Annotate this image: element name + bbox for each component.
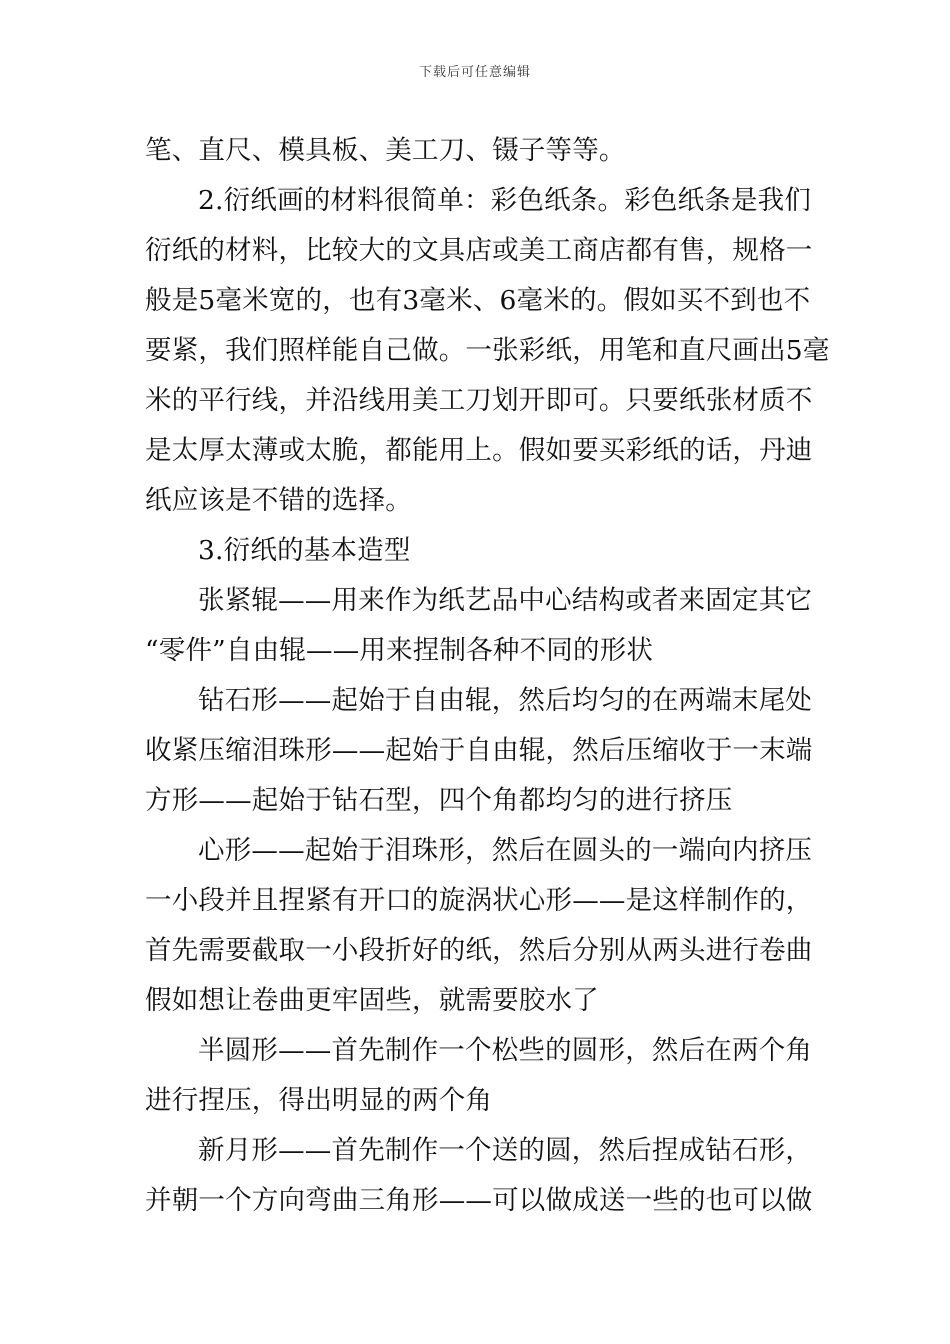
text-line: 是太厚太薄或太脆，都能用上。假如要买彩纸的话，丹迪 <box>145 435 813 466</box>
text-line: 般是5毫米宽的，也有3毫米、6毫米的。假如买不到也不 <box>145 285 811 316</box>
text-line: 笔、直尺、模具板、美工刀、镊子等等。 <box>145 135 626 166</box>
text-line: 纸应该是不错的选择。 <box>145 485 412 516</box>
text-line: “零件”自由辊——用来捏制各种不同的形状 <box>145 635 654 666</box>
text-line: 新月形——首先制作一个送的圆，然后捏成钻石形， <box>198 1135 813 1166</box>
text-line: 一小段并且捏紧有开口的旋涡状心形——是这样制作的， <box>145 885 813 916</box>
text-line: 米的平行线，并沿线用美工刀划开即可。只要纸张材质不 <box>145 385 813 416</box>
text-line: 假如想让卷曲更牢固些，就需要胶水了 <box>145 985 599 1016</box>
text-line: 方形——起始于钻石型，四个角都均匀的进行挤压 <box>145 785 733 816</box>
text-line: 收紧压缩泪珠形——起始于自由辊，然后压缩收于一末端 <box>145 735 813 766</box>
text-line: 并朝一个方向弯曲三角形——可以做成送一些的也可以做 <box>145 1185 813 1216</box>
text-line: 张紧辊——用来作为纸艺品中心结构或者来固定其它 <box>198 585 813 616</box>
text-line: 首先需要截取一小段折好的纸，然后分别从两头进行卷曲 <box>145 935 813 966</box>
text-line: 衍纸的材料，比较大的文具店或美工商店都有售，规格一 <box>145 235 813 266</box>
text-line: 进行捏压，得出明显的两个角 <box>145 1085 493 1116</box>
text-line: 心形——起始于泪珠形，然后在圆头的一端向内挤压 <box>198 835 813 866</box>
section-heading: 3.衍纸的基本造型 <box>198 535 411 566</box>
text-line: 2.衍纸画的材料很简单：彩色纸条。彩色纸条是我们 <box>198 185 812 216</box>
text-line: 半圆形——首先制作一个松些的圆形，然后在两个角 <box>198 1035 813 1066</box>
text-line: 钻石形——起始于自由辊，然后均匀的在两端末尾处 <box>198 685 813 716</box>
page-header: 下载后可任意编辑 <box>418 65 531 80</box>
text-line: 要紧，我们照样能自己做。一张彩纸，用笔和直尺画出5毫 <box>145 335 830 366</box>
document-body <box>145 126 830 1226</box>
